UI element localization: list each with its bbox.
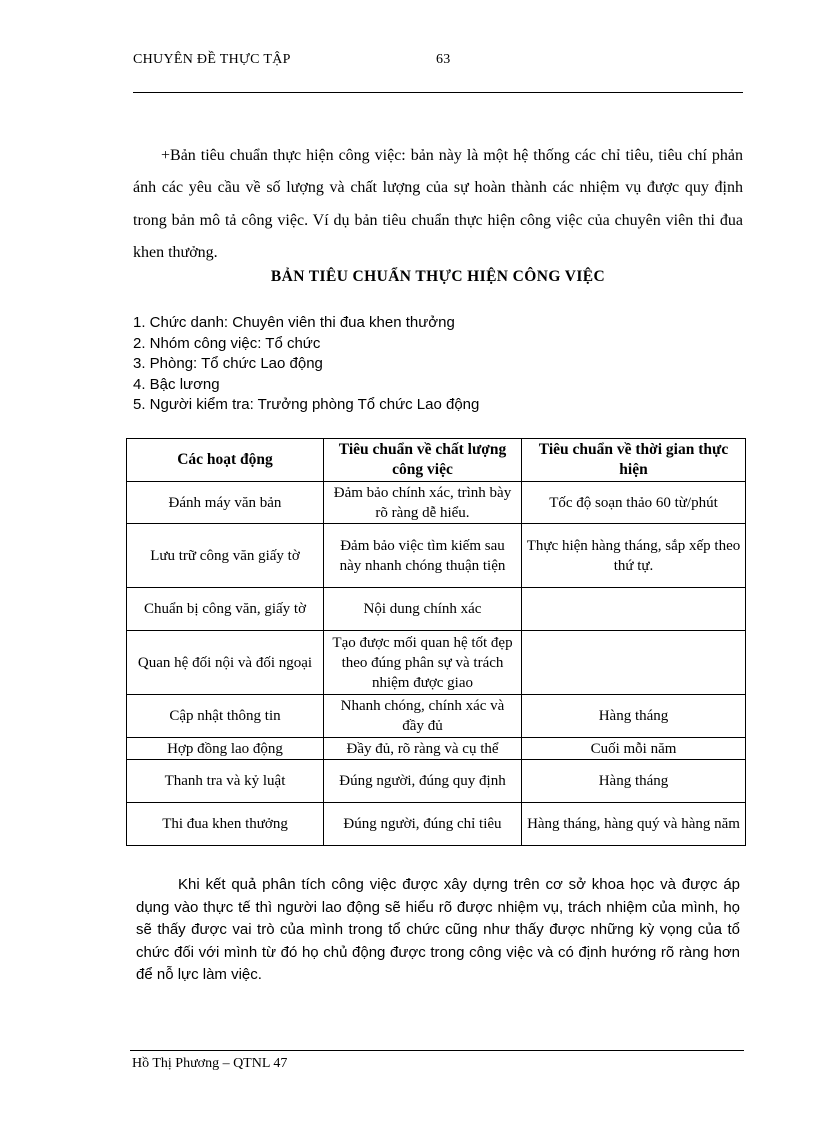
table-row [127,588,746,631]
activity-cell: Đánh máy văn bản [127,482,324,524]
page-footer: Hồ Thị Phương – QTNL 47 [132,1056,288,1071]
activity-cell: Chuẩn bị công văn, giấy tờ [127,588,324,631]
time-cell [522,588,746,631]
info-item-department: 3. Phòng: Tổ chức Lao động [133,355,323,372]
time-cell: Tốc độ soạn thảo 60 từ/phút [522,482,746,524]
table-row [127,482,746,524]
info-item-job-group: 2. Nhóm công việc: Tổ chức [133,334,321,352]
table-row [127,760,746,803]
header-quality-standard: Tiêu chuẩn về chất lượng công việc [324,439,522,482]
closing-text: Khi kết quả phân tích công việc được xây dựng trên cơ sở khoa học và được áp dụng vào thực tế thì người lao động sẽ hiểu rõ được nhiệm vụ, trách nhiệm của mình, họ sẽ thấy được vai trò của mình trong tổ chức cũng như thấy được những kỳ vọng của tổ chức đối với mình từ đó họ chủ động được trong công việc và có định hướng rõ ràng hơn để nỗ lực làm việc. [136,876,740,984]
quality-cell: Nhanh chóng, chính xác và đầy đủ [324,695,522,738]
activity-cell: Hợp đồng lao động [127,738,324,760]
info-item-job-title: 1. Chức danh: Chuyên viên thi đua khen thưởng [133,314,455,331]
job-info-list [133,313,633,416]
time-cell: Hàng tháng [522,695,746,738]
header-time-standard: Tiêu chuẩn về thời gian thực hiện [522,439,746,482]
time-cell: Thực hiện hàng tháng, sắp xếp theo thứ tự. [522,524,746,588]
quality-cell: Đảm bảo chính xác, trình bày rõ ràng dễ hiểu. [324,482,522,524]
activity-cell: Thi đua khen thưởng [127,803,324,846]
table-row [127,631,746,695]
header-activities: Các hoạt động [127,439,324,482]
document-title: BẢN TIÊU CHUẨN THỰC HIỆN CÔNG VIỆC [270,268,606,285]
time-cell: Hàng tháng, hàng quý và hàng năm [522,803,746,846]
info-item-salary-grade: 4. Bậc lương [133,375,220,393]
activity-cell: Cập nhật thông tin [127,695,324,738]
table-row [127,524,746,588]
intro-text: +Bản tiêu chuẩn thực hiện công việc: bản này là một hệ thống các chỉ tiêu, tiêu chí phản ánh các yêu cầu về số lượng và chất lượng của sự hoàn thành các nhiệm vụ được quy định trong bản mô tả công việc. Ví dụ bản tiêu chuẩn thực hiện công việc của chuyên viên thi đua khen thưởng. [133,147,743,261]
quality-cell: Nội dung chính xác [324,588,522,631]
quality-cell: Tạo được mối quan hệ tốt đẹp theo đúng phân sự và trách nhiệm được giao [324,631,522,695]
header-divider [133,92,743,93]
header-title: CHUYÊN ĐỀ THỰC TẬP [133,52,291,67]
standards-table [126,438,746,846]
intro-paragraph [133,140,743,269]
activity-cell: Quan hệ đối nội và đối ngoại [127,631,324,695]
time-cell [522,631,746,695]
footer-divider [130,1050,744,1051]
quality-cell: Đảm bảo việc tìm kiếm sau này nhanh chóng thuận tiện [324,524,522,588]
table-row [127,738,746,760]
quality-cell: Đầy đủ, rõ ràng và cụ thể [324,738,522,760]
page-header [133,52,743,74]
time-cell: Hàng tháng [522,760,746,803]
activity-cell: Thanh tra và kỷ luật [127,760,324,803]
closing-paragraph [136,874,740,987]
quality-cell: Đúng người, đúng chỉ tiêu [324,803,522,846]
table-row [127,695,746,738]
activity-cell: Lưu trữ công văn giấy tờ [127,524,324,588]
info-item-inspector: 5. Người kiểm tra: Trưởng phòng Tổ chức Lao động [133,396,480,413]
page-number: 63 [436,52,451,67]
table-header-row [127,439,746,482]
table-row [127,803,746,846]
time-cell: Cuối mỗi năm [522,738,746,760]
quality-cell: Đúng người, đúng quy định [324,760,522,803]
